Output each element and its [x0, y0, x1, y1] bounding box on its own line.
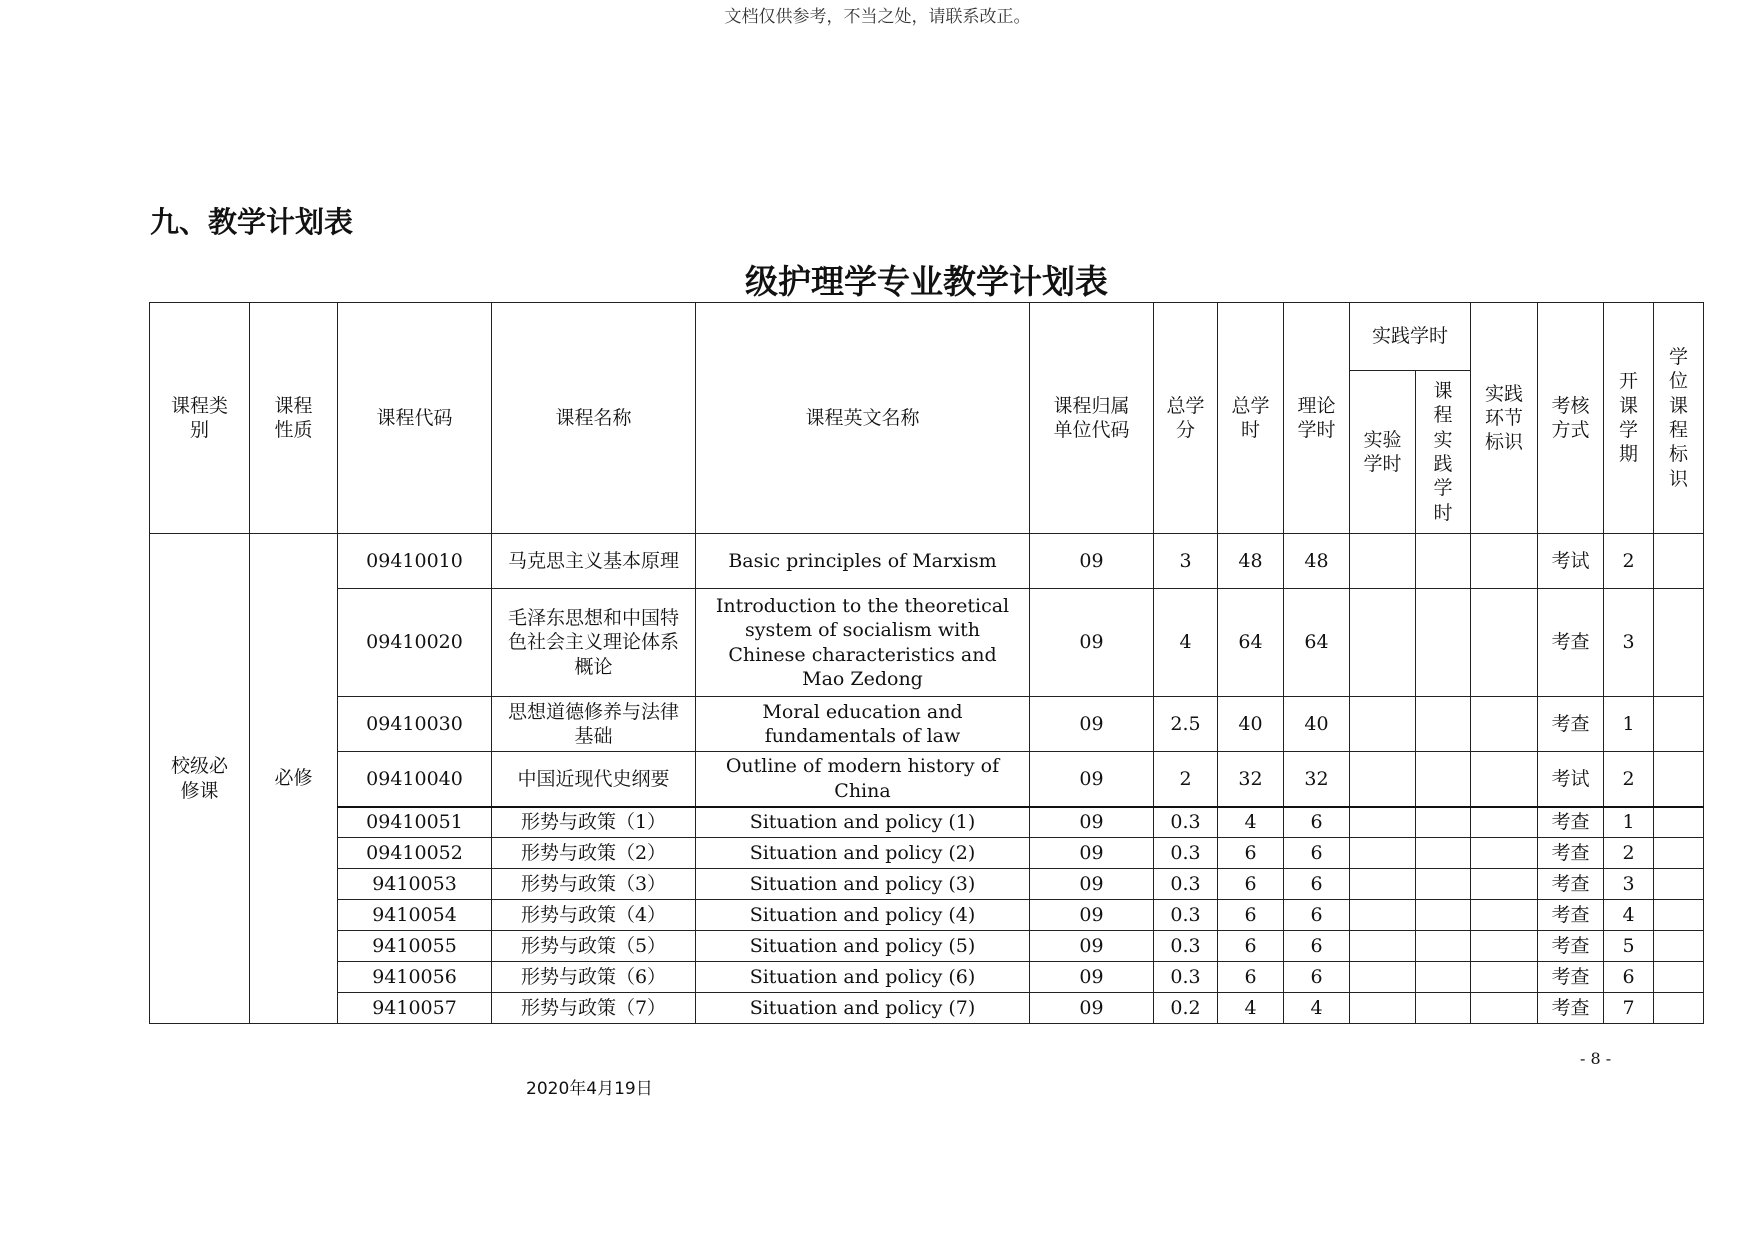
- course-name: 形势与政策（3）: [492, 869, 696, 900]
- table-row: [150, 534, 1704, 589]
- degree-flag: [1654, 869, 1704, 900]
- theory-hours: 6: [1284, 807, 1350, 838]
- header-category-text: 课程类别: [170, 394, 228, 441]
- table-row: [150, 838, 1704, 869]
- practice-flag: [1471, 993, 1538, 1024]
- course-english-name: Moral education and fundamentals of law: [696, 697, 1030, 752]
- semester: 6: [1604, 962, 1654, 993]
- assessment: 考查: [1538, 697, 1604, 752]
- theory-hours: 64: [1284, 589, 1350, 697]
- header-total-hours-text: 总学时: [1231, 394, 1270, 441]
- degree-flag: [1654, 962, 1704, 993]
- course-practice-hours: [1416, 838, 1471, 869]
- course-name: 形势与政策（1）: [492, 807, 696, 838]
- header-category: [150, 303, 250, 534]
- course-english-name: Situation and policy (6): [696, 962, 1030, 993]
- header-theory-hours: [1284, 303, 1350, 534]
- degree-flag: [1654, 752, 1704, 807]
- course-code: 9410053: [338, 869, 492, 900]
- header-total-credits-text: 总学分: [1166, 394, 1205, 441]
- total-credits: 4: [1154, 589, 1218, 697]
- header-code: 课程代码: [338, 303, 492, 534]
- lab-hours: [1350, 838, 1416, 869]
- course-name: 形势与政策（6）: [492, 962, 696, 993]
- course-english-name: Outline of modern history of China: [696, 752, 1030, 807]
- header-total-hours: [1218, 303, 1284, 534]
- practice-flag: [1471, 931, 1538, 962]
- page-number: - 8 -: [1580, 1049, 1612, 1068]
- theory-hours: 6: [1284, 900, 1350, 931]
- course-english-name: Basic principles of Marxism: [696, 534, 1030, 589]
- semester: 2: [1604, 534, 1654, 589]
- practice-flag: [1471, 900, 1538, 931]
- course-practice-hours: [1416, 534, 1471, 589]
- course-practice-hours: [1416, 869, 1471, 900]
- header-name: 课程名称: [492, 303, 696, 534]
- unit-code: 09: [1030, 697, 1154, 752]
- practice-flag: [1471, 869, 1538, 900]
- total-hours: 6: [1218, 869, 1284, 900]
- assessment: 考查: [1538, 900, 1604, 931]
- header-total-credits: [1154, 303, 1218, 534]
- total-credits: 0.3: [1154, 838, 1218, 869]
- theory-hours: 6: [1284, 838, 1350, 869]
- table-row: [150, 931, 1704, 962]
- total-hours: 6: [1218, 962, 1284, 993]
- assessment: 考试: [1538, 534, 1604, 589]
- header-practice-flag: [1471, 303, 1538, 534]
- degree-flag: [1654, 931, 1704, 962]
- header-english-name: 课程英文名称: [696, 303, 1030, 534]
- course-code: 9410056: [338, 962, 492, 993]
- theory-hours: 6: [1284, 869, 1350, 900]
- total-hours: 48: [1218, 534, 1284, 589]
- semester: 3: [1604, 589, 1654, 697]
- unit-code: 09: [1030, 807, 1154, 838]
- lab-hours: [1350, 931, 1416, 962]
- semester: 1: [1604, 697, 1654, 752]
- course-practice-hours: [1416, 993, 1471, 1024]
- unit-code: 09: [1030, 931, 1154, 962]
- assessment: 考查: [1538, 807, 1604, 838]
- course-code: 9410057: [338, 993, 492, 1024]
- course-code: 09410030: [338, 697, 492, 752]
- theory-hours: 4: [1284, 993, 1350, 1024]
- course-code: 09410040: [338, 752, 492, 807]
- total-credits: 0.3: [1154, 962, 1218, 993]
- course-english-name: Introduction to the theoretical system of socialism with Chinese characteristics and Mao Zedong: [696, 589, 1030, 697]
- course-english-name: Situation and policy (7): [696, 993, 1030, 1024]
- course-code: 09410010: [338, 534, 492, 589]
- table-row: [150, 589, 1704, 697]
- practice-flag: [1471, 838, 1538, 869]
- course-code: 9410054: [338, 900, 492, 931]
- assessment: 考查: [1538, 993, 1604, 1024]
- table-row: [150, 752, 1704, 807]
- course-name: 马克思主义基本原理: [492, 534, 696, 589]
- assessment: 考查: [1538, 589, 1604, 697]
- unit-code: 09: [1030, 752, 1154, 807]
- practice-flag: [1471, 807, 1538, 838]
- lab-hours: [1350, 589, 1416, 697]
- table-row: [150, 807, 1704, 838]
- section-title: 九、教学计划表: [150, 205, 354, 239]
- course-name: 形势与政策（5）: [492, 931, 696, 962]
- lab-hours: [1350, 869, 1416, 900]
- header-degree-flag-text: 学位课程标识: [1669, 346, 1689, 490]
- header-assessment: [1538, 303, 1604, 534]
- table-row: [150, 697, 1704, 752]
- table-row: [150, 962, 1704, 993]
- course-english-name: Situation and policy (4): [696, 900, 1030, 931]
- table-row: [150, 993, 1704, 1024]
- assessment: 考查: [1538, 962, 1604, 993]
- header-note: 文档仅供参考，不当之处，请联系改正。: [724, 7, 1031, 27]
- course-code: 09410020: [338, 589, 492, 697]
- total-hours: 64: [1218, 589, 1284, 697]
- degree-flag: [1654, 838, 1704, 869]
- theory-hours: 32: [1284, 752, 1350, 807]
- assessment: 考试: [1538, 752, 1604, 807]
- course-english-name: Situation and policy (3): [696, 869, 1030, 900]
- header-practice-hours: 实践学时: [1350, 303, 1471, 371]
- lab-hours: [1350, 962, 1416, 993]
- unit-code: 09: [1030, 993, 1154, 1024]
- group-category: [150, 534, 250, 1024]
- total-credits: 0.3: [1154, 931, 1218, 962]
- header-practice-flag-text: 实践环节标识: [1485, 382, 1524, 454]
- course-name: 毛泽东思想和中国特色社会主义理论体系概论: [492, 589, 696, 697]
- course-practice-hours: [1416, 697, 1471, 752]
- total-hours: 6: [1218, 900, 1284, 931]
- total-hours: 32: [1218, 752, 1284, 807]
- total-hours: 4: [1218, 993, 1284, 1024]
- course-name: 思想道德修养与法律基础: [492, 697, 696, 752]
- unit-code: 09: [1030, 838, 1154, 869]
- course-practice-hours: [1416, 900, 1471, 931]
- total-credits: 0.3: [1154, 869, 1218, 900]
- practice-flag: [1471, 962, 1538, 993]
- practice-flag: [1471, 697, 1538, 752]
- table-body: [150, 534, 1704, 1024]
- unit-code: 09: [1030, 589, 1154, 697]
- course-practice-hours: [1416, 589, 1471, 697]
- total-hours: 40: [1218, 697, 1284, 752]
- header-semester-text: 开课学期: [1619, 370, 1639, 466]
- course-name: 形势与政策（2）: [492, 838, 696, 869]
- theory-hours: 40: [1284, 697, 1350, 752]
- total-hours: 6: [1218, 931, 1284, 962]
- semester: 2: [1604, 838, 1654, 869]
- theory-hours: 48: [1284, 534, 1350, 589]
- group-category-text: 校级必修课: [170, 755, 228, 802]
- header-unit-code: [1030, 303, 1154, 534]
- header-lab-hours: [1350, 371, 1416, 534]
- lab-hours: [1350, 900, 1416, 931]
- total-credits: 2: [1154, 752, 1218, 807]
- total-credits: 0.2: [1154, 993, 1218, 1024]
- lab-hours: [1350, 534, 1416, 589]
- course-english-name: Situation and policy (5): [696, 931, 1030, 962]
- header-theory-hours-text: 理论学时: [1297, 394, 1336, 441]
- semester: 5: [1604, 931, 1654, 962]
- table-row: [150, 900, 1704, 931]
- total-credits: 0.3: [1154, 807, 1218, 838]
- degree-flag: [1654, 697, 1704, 752]
- course-code: 09410051: [338, 807, 492, 838]
- course-practice-hours: [1416, 931, 1471, 962]
- lab-hours: [1350, 993, 1416, 1024]
- total-credits: 2.5: [1154, 697, 1218, 752]
- degree-flag: [1654, 589, 1704, 697]
- semester: 3: [1604, 869, 1654, 900]
- total-credits: 0.3: [1154, 900, 1218, 931]
- degree-flag: [1654, 807, 1704, 838]
- assessment: 考查: [1538, 869, 1604, 900]
- unit-code: 09: [1030, 534, 1154, 589]
- semester: 7: [1604, 993, 1654, 1024]
- practice-flag: [1471, 752, 1538, 807]
- course-name: 形势与政策（4）: [492, 900, 696, 931]
- group-nature: 必修: [250, 534, 338, 1024]
- degree-flag: [1654, 900, 1704, 931]
- assessment: 考查: [1538, 931, 1604, 962]
- header-course-practice-hours-text: 课程实践学时: [1433, 380, 1453, 524]
- course-practice-hours: [1416, 962, 1471, 993]
- header-nature-text: 课程性质: [274, 394, 313, 441]
- unit-code: 09: [1030, 962, 1154, 993]
- course-english-name: Situation and policy (1): [696, 807, 1030, 838]
- teaching-plan-table: [149, 302, 1704, 1024]
- semester: 2: [1604, 752, 1654, 807]
- course-code: 09410052: [338, 838, 492, 869]
- course-practice-hours: [1416, 752, 1471, 807]
- practice-flag: [1471, 589, 1538, 697]
- practice-flag: [1471, 534, 1538, 589]
- course-name: 中国近现代史纲要: [492, 752, 696, 807]
- header-unit-code-text: 课程归属单位代码: [1053, 394, 1130, 441]
- degree-flag: [1654, 993, 1704, 1024]
- total-credits: 3: [1154, 534, 1218, 589]
- course-code: 9410055: [338, 931, 492, 962]
- date: 2020年4月19日: [526, 1079, 653, 1099]
- assessment: 考查: [1538, 838, 1604, 869]
- header-lab-hours-text: 实验学时: [1363, 428, 1402, 475]
- theory-hours: 6: [1284, 931, 1350, 962]
- header-course-practice-hours: [1416, 371, 1471, 534]
- semester: 4: [1604, 900, 1654, 931]
- header-assessment-text: 考核方式: [1551, 394, 1590, 441]
- course-english-name: Situation and policy (2): [696, 838, 1030, 869]
- course-practice-hours: [1416, 807, 1471, 838]
- header-semester: [1604, 303, 1654, 534]
- header-nature: [250, 303, 338, 534]
- total-hours: 4: [1218, 807, 1284, 838]
- theory-hours: 6: [1284, 962, 1350, 993]
- course-name: 形势与政策（7）: [492, 993, 696, 1024]
- header-degree-flag: [1654, 303, 1704, 534]
- lab-hours: [1350, 807, 1416, 838]
- table-row: [150, 869, 1704, 900]
- lab-hours: [1350, 752, 1416, 807]
- unit-code: 09: [1030, 900, 1154, 931]
- semester: 1: [1604, 807, 1654, 838]
- table-title: 级护理学专业教学计划表: [745, 262, 1108, 301]
- unit-code: 09: [1030, 869, 1154, 900]
- degree-flag: [1654, 534, 1704, 589]
- lab-hours: [1350, 697, 1416, 752]
- total-hours: 6: [1218, 838, 1284, 869]
